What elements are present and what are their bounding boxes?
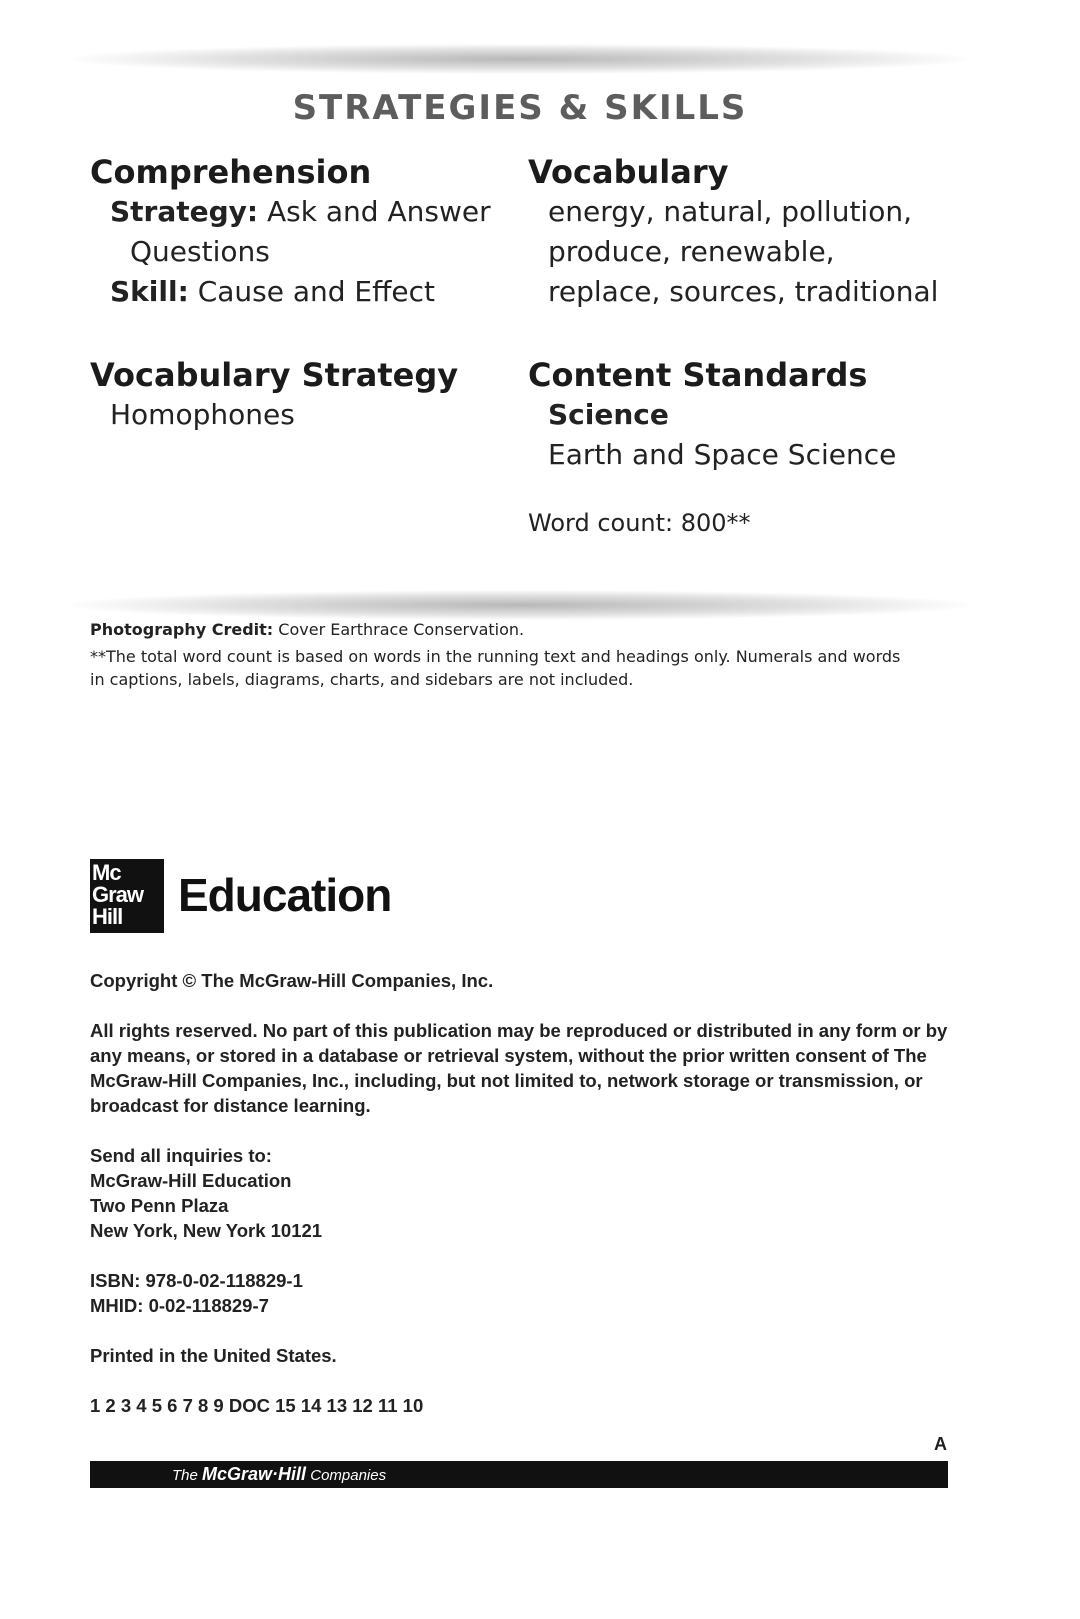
mhid-line: MHID: 0-02-118829-7 [90,1295,269,1316]
printed-line: Printed in the United States. [90,1345,337,1366]
content-standards-subject: Science [548,398,669,431]
skill-line [90,272,520,312]
top-shadow-rule [70,44,970,74]
footer-brand-text: The McGraw·Hill Companies [172,1464,387,1484]
content-standards-heading: Content Standards [528,356,868,394]
vocabulary-strategy-heading: Vocabulary Strategy [90,356,459,394]
vocabulary-line-3: replace, sources, traditional [548,275,939,308]
comprehension-section [90,152,520,312]
vocabulary-section [528,152,978,312]
isbn-line: ISBN: 978-0-02-118829-1 [90,1270,303,1291]
mcgraw-hill-logo-icon: Mc Graw Hill [90,859,164,933]
rights-line-3: McGraw-Hill Companies, Inc., including, but not limited to, network storage or transmission, or [90,1070,923,1091]
strategy-value-continued: Questions [130,235,270,268]
photo-credit-value: Cover Earthrace Conservation. [278,620,525,639]
strategy-line [90,192,520,232]
edition-letter: A [934,1434,947,1454]
skill-label: Skill: [110,275,189,308]
vocabulary-strategy-value: Homophones [110,398,295,431]
vocabulary-strategy-section [90,355,520,435]
inquiries-line-4: New York, New York 10121 [90,1220,323,1241]
copyright-line: Copyright © The McGraw-Hill Companies, Inc. [90,970,494,991]
footer-bar [90,1461,948,1488]
print-run-line: 1 2 3 4 5 6 7 8 9 DOC 15 14 13 12 11 10 [90,1395,424,1416]
inquiries-line-3: Two Penn Plaza [90,1195,229,1216]
content-standards-topic: Earth and Space Science [548,438,897,471]
logo-education-word: Education [178,869,392,921]
inquiries-line-1: Send all inquiries to: [90,1145,272,1166]
skill-value: Cause and Effect [197,275,436,308]
word-count-note-2: in captions, labels, diagrams, charts, and sidebars are not included. [90,670,634,689]
strategy-label: Strategy: [110,195,259,228]
strategy-value: Ask and Answer [267,195,491,228]
content-standards-section [528,355,978,475]
vocabulary-line-1: energy, natural, pollution, [548,195,912,228]
rights-line-2: any means, or stored in a database or retrieval system, without the prior written consent of The [90,1045,927,1066]
rights-line-4: broadcast for distance learning. [90,1095,371,1116]
comprehension-heading: Comprehension [90,153,372,191]
photo-credit-label: Photography Credit: [90,620,274,639]
vocabulary-heading: Vocabulary [528,153,729,191]
photo-credit [90,618,524,641]
inquiries-line-2: McGraw-Hill Education [90,1170,292,1191]
page-title: STRATEGIES & SKILLS [292,88,748,128]
word-count: Word count: 800** [528,509,751,537]
word-count-note-1: **The total word count is based on words in the running text and headings only. Numerals and words [90,647,901,666]
middle-shadow-rule [70,590,970,620]
vocabulary-line-2: produce, renewable, [548,235,835,268]
rights-line-1: All rights reserved. No part of this publication may be reproduced or distributed in any form or by [90,1020,948,1041]
